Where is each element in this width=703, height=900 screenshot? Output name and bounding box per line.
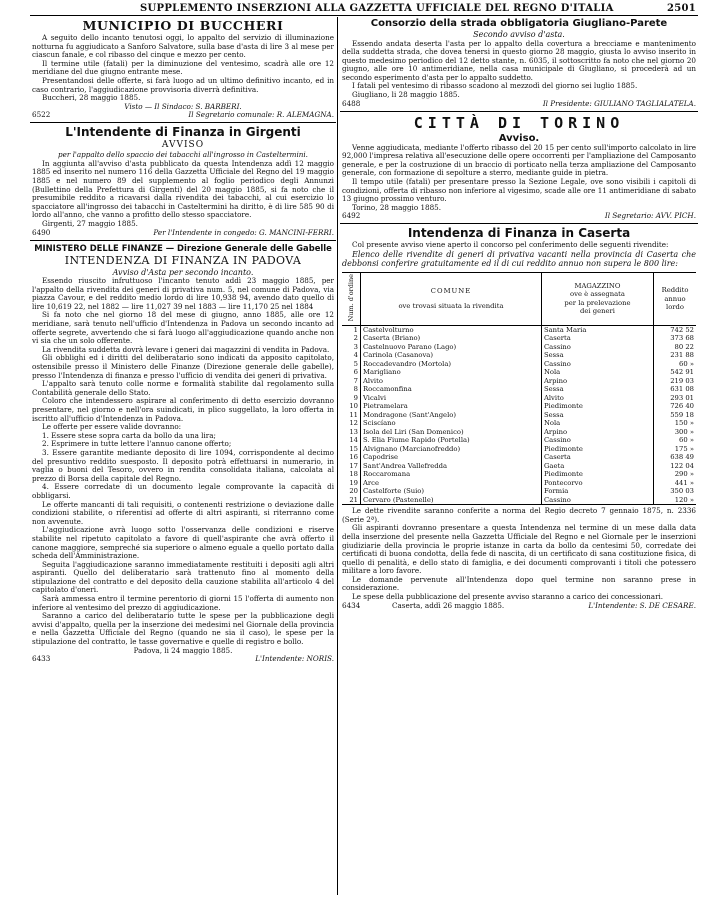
row-comune: Vicalvi — [361, 394, 542, 403]
table-row — [342, 351, 696, 360]
row-comune: Castelnuovo Parano (Lago) — [361, 343, 542, 352]
paragraph: Venne aggiudicata, mediante l'offerto ribasso del 20 15 per cento sull'importo calcolato in lire 92,000 l'impresa relativa all'esecuzione delle opere occorrenti per l'ampliazione del Camposanto generale, e per la costruzione di un braccio di porticato nella terza ampliazione del Camposanto generale, con formazione di sepolture a sterro, mediante guide in pietra. — [342, 142, 696, 178]
column-divider — [337, 17, 338, 895]
row-magazzino: Piedimonte — [541, 445, 653, 454]
row-comune: Marigliano — [361, 368, 542, 377]
row-number: 13 — [349, 427, 358, 436]
paragraph: Si fa noto che nel giorno 18 del mese di giugno, anno 1885, alle ore 12 meridiane, sarà tenuto nell'ufficio d'Intendenza in Padova un secondo incanto ad offerte segrete, avvertendo che si farà luogo all'aggiudicazione quando anche non vi sia che un solo offerente. — [32, 310, 334, 346]
signature: Il Presidente: GIULIANO TAGLIALATELA. — [542, 98, 696, 108]
row-magazzino: Arpino — [541, 428, 653, 437]
paragraph: Gli aspiranti dovranno presentare a questa Intendenza nel termine di un mese dalla data della inserzione del presente nella Gazzetta Ufficiale del Regno e nel Giornale per le inserzioni giudiziarie della provincia le proprie istanze in carta da bollo da centesimi 50, corredate dei certificati di buona condotta, della fede di nascita, di un certificato di sana costituzione fisica, di quello di penalità, e dello stato di famiglia, e dei documenti comprovanti i titoli che potessero militare a loro favore. — [342, 523, 696, 576]
row-magazzino: Arpino — [541, 377, 653, 386]
paragraph: Gli obblighi ed i diritti del deliberatario sono indicati da apposito capitolato, ostensibile presso il Ministero delle Finanze (Direzione generale delle gabelle), presso l'Intendenza di finanza e presso l'ufficio di vendita dei generi di privativa. — [32, 353, 334, 380]
row-number: 4 — [353, 351, 358, 360]
table-row — [342, 428, 696, 437]
row-magazzino: Gaeta — [541, 462, 653, 471]
table-row — [342, 385, 696, 394]
rivendite-body — [342, 325, 696, 505]
row-comune: Castelvolturno — [361, 325, 542, 334]
row-magazzino: Nola — [541, 419, 653, 428]
notice-title: Intendenza di Finanza in Caserta — [407, 226, 631, 241]
notice-date: Girgenti, 27 maggio 1885. — [42, 219, 138, 228]
table-row — [342, 496, 696, 505]
row-reddito: 300 » — [654, 428, 697, 437]
notice-girgenti — [30, 125, 336, 237]
page-header — [30, 3, 698, 16]
table-row — [342, 360, 696, 369]
row-magazzino: Cassino — [541, 360, 653, 369]
notice-subtitle2: per l'appalto dello spaccio dei tabacchi all'ingrosso in Casteltermini. — [58, 150, 308, 160]
row-number: 7 — [353, 376, 358, 385]
notice-subtitle: Avviso. — [498, 132, 540, 144]
table-row — [342, 402, 696, 411]
row-number: 9 — [353, 393, 358, 402]
row-reddito: 150 » — [654, 419, 697, 428]
col-header-reddito: Reddito annuo lordo — [654, 272, 697, 325]
paragraph: Saranno a carico del deliberatario tutte le spese per la pubblicazione degli avvisi d'appalto, quella per la inserzione dei medesimi nel Giornale della provincia e nella Gazzetta Ufficiale del Regno (quando ne sia il caso), le spese per la stipulazione del contratto, le tasse governative e quelle di registro e bollo. — [32, 611, 334, 647]
row-number: 16 — [349, 453, 358, 462]
notice-torino — [340, 114, 698, 222]
row-reddito: 373 68 — [654, 334, 697, 343]
table-row — [342, 470, 696, 479]
signature-row — [342, 602, 696, 611]
table-row — [342, 334, 696, 343]
row-magazzino: Santa Maria — [541, 325, 653, 334]
paragraph: L'appalto sarà tenuto colle norme e formalità stabilite dal regolamento sulla Contabilità generale dello Stato. — [32, 379, 334, 397]
row-number: 21 — [342, 496, 361, 505]
section-rule — [340, 111, 698, 112]
row-magazzino: Piedimonte — [541, 470, 653, 479]
rivendite-table — [342, 272, 696, 505]
notice-title: MINISTERO DELLE FINANZE — Direzione Generale delle Gabelle — [34, 242, 332, 253]
paragraph: Sarà ammessa entro il termine perentorio di giorni 15 l'offerta di aumento non inferiore al ventesimo del prezzo di aggiudicazione. — [32, 594, 334, 612]
section-rule — [340, 223, 698, 224]
row-reddito: 60 » — [654, 436, 697, 445]
page-number: 2501 — [666, 3, 696, 14]
notice-padova — [30, 243, 336, 665]
notice-caserta — [340, 226, 698, 610]
notice-subtitle2: Avviso d'Asta per secondo incanto. — [112, 267, 254, 277]
row-magazzino: Sessa — [541, 385, 653, 394]
row-magazzino: Sessa — [541, 411, 653, 420]
notice-subtitle: Secondo avviso d'asta. — [473, 30, 565, 39]
paragraph: A seguito dello incanto tenutosi oggi, lo appalto del servizio di illuminazione notturna fu aggiudicato a Sanforo Salvatore, sulla base d'asta di lire 3 al mese per ciascun fanale, e col ribasso del cinque e mezzo per cento. — [32, 33, 334, 60]
paragraph: Le offerte per essere valide dovranno: — [42, 422, 182, 432]
table-row — [342, 394, 696, 403]
list-item: 2. Esprimere in tutte lettere l'annuo canone offerto; — [42, 439, 232, 449]
notice-subtitle: INTENDENZA DI FINANZA IN PADOVA — [64, 253, 302, 267]
notice-title: L'Intendente di Finanza in Girgenti — [65, 125, 301, 140]
notice-buccheri — [30, 18, 336, 120]
row-comune: Roccaromana — [361, 470, 542, 479]
signature-row — [32, 229, 334, 238]
row-reddito: 542 91 — [654, 368, 697, 377]
signature-row — [342, 100, 696, 109]
notice-giugliano — [340, 18, 698, 109]
elenco-heading: Elenco delle rivendite di generi di privativa vacanti nella provincia di Caserta che debbonsi conferire gratuitamente ed il di cui reddito annuo non supera le 800 lire: — [342, 250, 696, 269]
header-title: SUPPLEMENTO INSERZIONI ALLA GAZZETTA UFFICIALE DEL REGNO D'ITALIA — [140, 3, 614, 14]
row-comune: Arce — [361, 479, 542, 488]
row-reddito: 290 » — [654, 470, 697, 479]
row-reddito: 638 49 — [654, 453, 697, 462]
notice-subtitle: AVVISO — [161, 140, 205, 151]
row-number: 1 — [353, 325, 358, 334]
signature: Per l'Intendente in congedo: G. MANCINI-FERRI. — [153, 227, 334, 237]
table-row — [342, 487, 696, 496]
signature: Il Segretario: AVV. PICH. — [604, 211, 696, 221]
row-reddito: 219 03 — [654, 377, 697, 386]
signature-row — [342, 212, 696, 221]
row-reddito: 175 » — [654, 445, 697, 454]
row-number: 10 — [349, 402, 358, 411]
right-column — [340, 17, 698, 895]
table-row — [342, 419, 696, 428]
row-number: 19 — [349, 478, 358, 487]
paragraph: La rivendita suddetta dovrà levare i generi dai magazzini di vendita in Padova. — [42, 344, 330, 354]
paragraph: Le spese della pubblicazione del presente avviso staranno a carico dei concessionari. — [352, 592, 664, 602]
row-number: 3 — [353, 342, 358, 351]
row-number: 17 — [349, 461, 358, 470]
row-comune: Carinola (Casanova) — [361, 351, 542, 360]
row-comune: Isola del Liri (San Domenico) — [361, 428, 542, 437]
paragraph: L'aggiudicazione avrà luogo sotto l'osservanza delle condizioni e riserve stabilite nel ripetuto capitolato a favore di quell'aspirante che avrà offerto il canone maggiore, sempreché sia superiore o almeno eguale a quello portato dalla scheda dell'Amministrazione. — [32, 525, 334, 561]
paragraph: Essendo riuscito infruttuoso l'incanto tenuto addì 23 maggio 1885, per l'appalto della rivendita dei generi di privativa num. 5, nel comune di Padova, via piazza Cavour, e del reddito medio lordo di lire 10,938 94, avendo dato quello di lire 10,619 22, nel 1882 — lire 11,027 39 nel 1883 — lire 11,170 25 nel 1884 — [32, 276, 334, 311]
row-reddito: 80 22 — [654, 343, 697, 352]
row-reddito: 441 » — [654, 479, 697, 488]
row-reddito: 350 03 — [654, 487, 697, 496]
insertion-number: 6488 — [342, 98, 361, 108]
signature: L'Intendente: NORIS. — [255, 654, 334, 664]
row-number: 14 — [349, 436, 358, 445]
row-reddito: 60 » — [654, 360, 697, 369]
row-reddito: 726 40 — [654, 402, 697, 411]
notice-date: Caserta, addì 26 maggio 1885. — [392, 600, 505, 610]
paragraph: Le offerte mancanti di tali requisiti, o contenenti restrizione o deviazione dalle condizioni stabilite, o riferentisi ad offerte di altri aspiranti, si riterranno come non avvenute. — [32, 499, 334, 526]
paragraph: Seguita l'aggiudicazione saranno immediatamente restituiti i depositi agli altri aspiranti. Quello del deliberatario sarà trattenuto fino al momento della stipulazione del contratto e del deposito della cauzione stabilita all'articolo 4 del capitolato d'oneri. — [32, 559, 334, 595]
row-number: 8 — [353, 385, 358, 394]
list-item: 3. Essere garantite mediante deposito di lire 1094, corrispondente al decimo del presuntivo reddito suesposto. Il deposito potrà effettuarsi in numerario, in vaglia o buoni del Tesoro, ovvero in rendita consolidata italiana, calcolata al prezzo di Borsa della capitale del Regno. — [32, 447, 334, 483]
row-comune: Sant'Andrea Vallefredda — [361, 462, 542, 471]
table-row — [342, 479, 696, 488]
table-row — [342, 411, 696, 420]
row-reddito: 742 52 — [654, 325, 697, 334]
paragraph: Il tempo utile (fatali) per presentare presso la Sezione Legale, ove sono visibili i capitoli di condizioni, offerta di ribasso non inferiore al vigesimo, scade alle ore 11 antimeridiane di sabato 13 giugno prossimo venturo. — [342, 177, 696, 204]
row-comune: Pietramelara — [361, 402, 542, 411]
col-header-comune: COMUNE ove trovasi situata la rivendita — [361, 272, 542, 325]
notice-title: Consorzio della strada obbligatoria Giugliano-Parete — [370, 18, 668, 29]
row-magazzino: Cassino — [541, 496, 653, 505]
section-rule — [30, 122, 336, 123]
row-comune: Capodrise — [361, 453, 542, 462]
list-item: 4. Essere corredate di un documento legale comprovante la capacità di obbligarsi. — [32, 482, 334, 500]
row-magazzino: Formia — [541, 487, 653, 496]
row-reddito: 631 08 — [654, 385, 697, 394]
row-magazzino: Piedimonte — [541, 402, 653, 411]
row-comune: Castelforte (Suio) — [361, 487, 542, 496]
insertion-number: 6434 — [342, 600, 361, 610]
row-comune: Mondragone (Sant'Angelo) — [361, 411, 542, 420]
row-comune: Roccadevandro (Mortola) — [361, 360, 542, 369]
paragraph: Presentandosi delle offerte, si farà luogo ad un ultimo definitivo incanto, ed in caso contrario, l'aggiudicazione provvisoria diverrà definitiva. — [32, 75, 334, 94]
row-reddito: 293 01 — [654, 394, 697, 403]
paragraph: Il termine utile (fatali) per la diminuzione del ventesimo, scadrà alle ore 12 meridiane del due giugno entrante mese. — [32, 58, 334, 77]
table-row — [342, 377, 696, 386]
row-comune: Alvito — [361, 377, 542, 386]
row-reddito: 120 » — [654, 496, 697, 505]
notice-date: Padova, li 24 maggio 1885. — [133, 645, 233, 655]
col-header-num: Num. d'ordine — [342, 272, 361, 325]
signature-row — [32, 111, 334, 120]
insertion-number: 6492 — [342, 211, 361, 221]
paragraph: Le dette rivendite saranno conferite a norma del Regio decreto 7 gennaio 1875, n. 2336 (Serie 2ª). — [342, 506, 696, 524]
row-number: 20 — [349, 487, 358, 496]
row-number: 15 — [349, 444, 358, 453]
row-magazzino: Sessa — [541, 351, 653, 360]
paragraph: Coloro che intendessero aspirare al conferimento di detto esercizio dovranno presentare, nel giorno e nell'ora suindicati, in plico suggellato, la loro offerta in iscritto all'ufficio d'Intendenza in Padova. — [32, 396, 334, 423]
row-comune: Cervaro (Pastenelle) — [361, 496, 542, 505]
row-number: 6 — [353, 368, 358, 377]
table-row — [342, 462, 696, 471]
signature: L'Intendente: S. DE CESARE. — [588, 600, 696, 610]
insertion-number: 6433 — [32, 654, 51, 664]
table-row — [342, 368, 696, 377]
paragraph: Le domande pervenute all'Intendenza dopo quel termine non saranno prese in considerazione. — [342, 574, 696, 593]
notice-title: CITTÀ DI TORINO — [413, 113, 625, 132]
table-row — [342, 343, 696, 352]
row-magazzino: Nola — [541, 368, 653, 377]
paragraph: In aggiunta all'avviso d'asta pubblicato da questa Intendenza addì 12 maggio 1885 ed inserito nel numero 116 della Gazzetta Ufficiale del Regno del 19 maggio 1885 e nel numero 89 del supplemento al foglio periodico degli Annunzi (Bullettino della Prefettura di Girgenti) del 20 maggio 1885, si fa noto che il presumibile reddito a ricavarsi dalla rivendita dei tabacchi, al cui esercizio lo spacciatore all'ingrosso dei tabacchi in Casteltermini ha diritto, è di lire 585 90 di lordo all'anno, che vanno a profitto dello stesso spacciatore. — [32, 158, 334, 220]
paragraph: I fatali pel ventesimo di ribasso scadono al mezzodì del giorno sei luglio 1885. — [352, 81, 638, 91]
row-magazzino: Caserta — [541, 334, 653, 343]
visto-line: Visto — Il Sindaco: S. BARBERI. — [124, 101, 242, 111]
table-row — [342, 453, 696, 462]
paragraph: Essendo andata deserta l'asta per lo appalto della covertura a brecciame e mantenimento della suddetta strada, che dovea tenersi in questo giorno 28 maggio, giusta lo avviso inserito in questo medesimo periodico del 12 detto stante, n. 6035, il sottoscritto fa noto che nel giorno 20 giugno, alle ore 10 antimeridiane, nella casa municipale di Giugliano, si procederà ad un secondo esperimento d'asta per lo appalto suddetto. — [342, 38, 696, 82]
row-reddito: 122 04 — [654, 462, 697, 471]
row-magazzino: Pontecorvo — [541, 479, 653, 488]
signature: Il Segretario comunale: R. ALEMAGNA. — [188, 110, 334, 120]
table-row — [342, 436, 696, 445]
paragraph: Col presente avviso viene aperto il concorso pel conferimento delle seguenti rivendite: — [352, 240, 669, 250]
row-comune: Caserta (Briano) — [361, 334, 542, 343]
notice-title: MUNICIPIO DI BUCCHERI — [82, 18, 284, 33]
row-comune: Sciscíano — [361, 419, 542, 428]
row-number: 11 — [349, 410, 358, 419]
row-magazzino: Cassino — [541, 343, 653, 352]
list-item: 1. Essere stese sopra carta da bollo da una lira; — [42, 430, 216, 440]
insertion-number: 6522 — [32, 110, 51, 120]
col-header-magazzino: MAGAZZINO ove è assegnata per la prelevazione dei generi — [541, 272, 653, 325]
notice-date: Torino, 28 maggio 1885. — [352, 202, 442, 212]
row-magazzino: Alvito — [541, 394, 653, 403]
row-number: 2 — [353, 334, 358, 343]
table-header-row — [342, 272, 696, 325]
row-comune: Roccamonfina — [361, 385, 542, 394]
row-magazzino: Caserta — [541, 453, 653, 462]
row-comune: S. Elia Fiume Rapido (Portella) — [361, 436, 542, 445]
signature-row — [32, 655, 334, 664]
row-magazzino: Cassino — [541, 436, 653, 445]
left-column — [30, 17, 336, 895]
insertion-number: 6490 — [32, 227, 51, 237]
notice-date: Buccheri, 28 maggio 1885. — [42, 93, 141, 103]
row-comune: Alvignano (Marcianofreddo) — [361, 445, 542, 454]
row-reddito: 559 18 — [654, 411, 697, 420]
table-row — [342, 325, 696, 334]
table-row — [342, 445, 696, 454]
row-number: 5 — [353, 359, 358, 368]
notice-date: Giugliano, li 28 maggio 1885. — [352, 90, 460, 100]
row-reddito: 231 88 — [654, 351, 697, 360]
row-number: 12 — [349, 419, 358, 428]
row-number: 18 — [349, 470, 358, 479]
section-rule — [30, 240, 336, 241]
